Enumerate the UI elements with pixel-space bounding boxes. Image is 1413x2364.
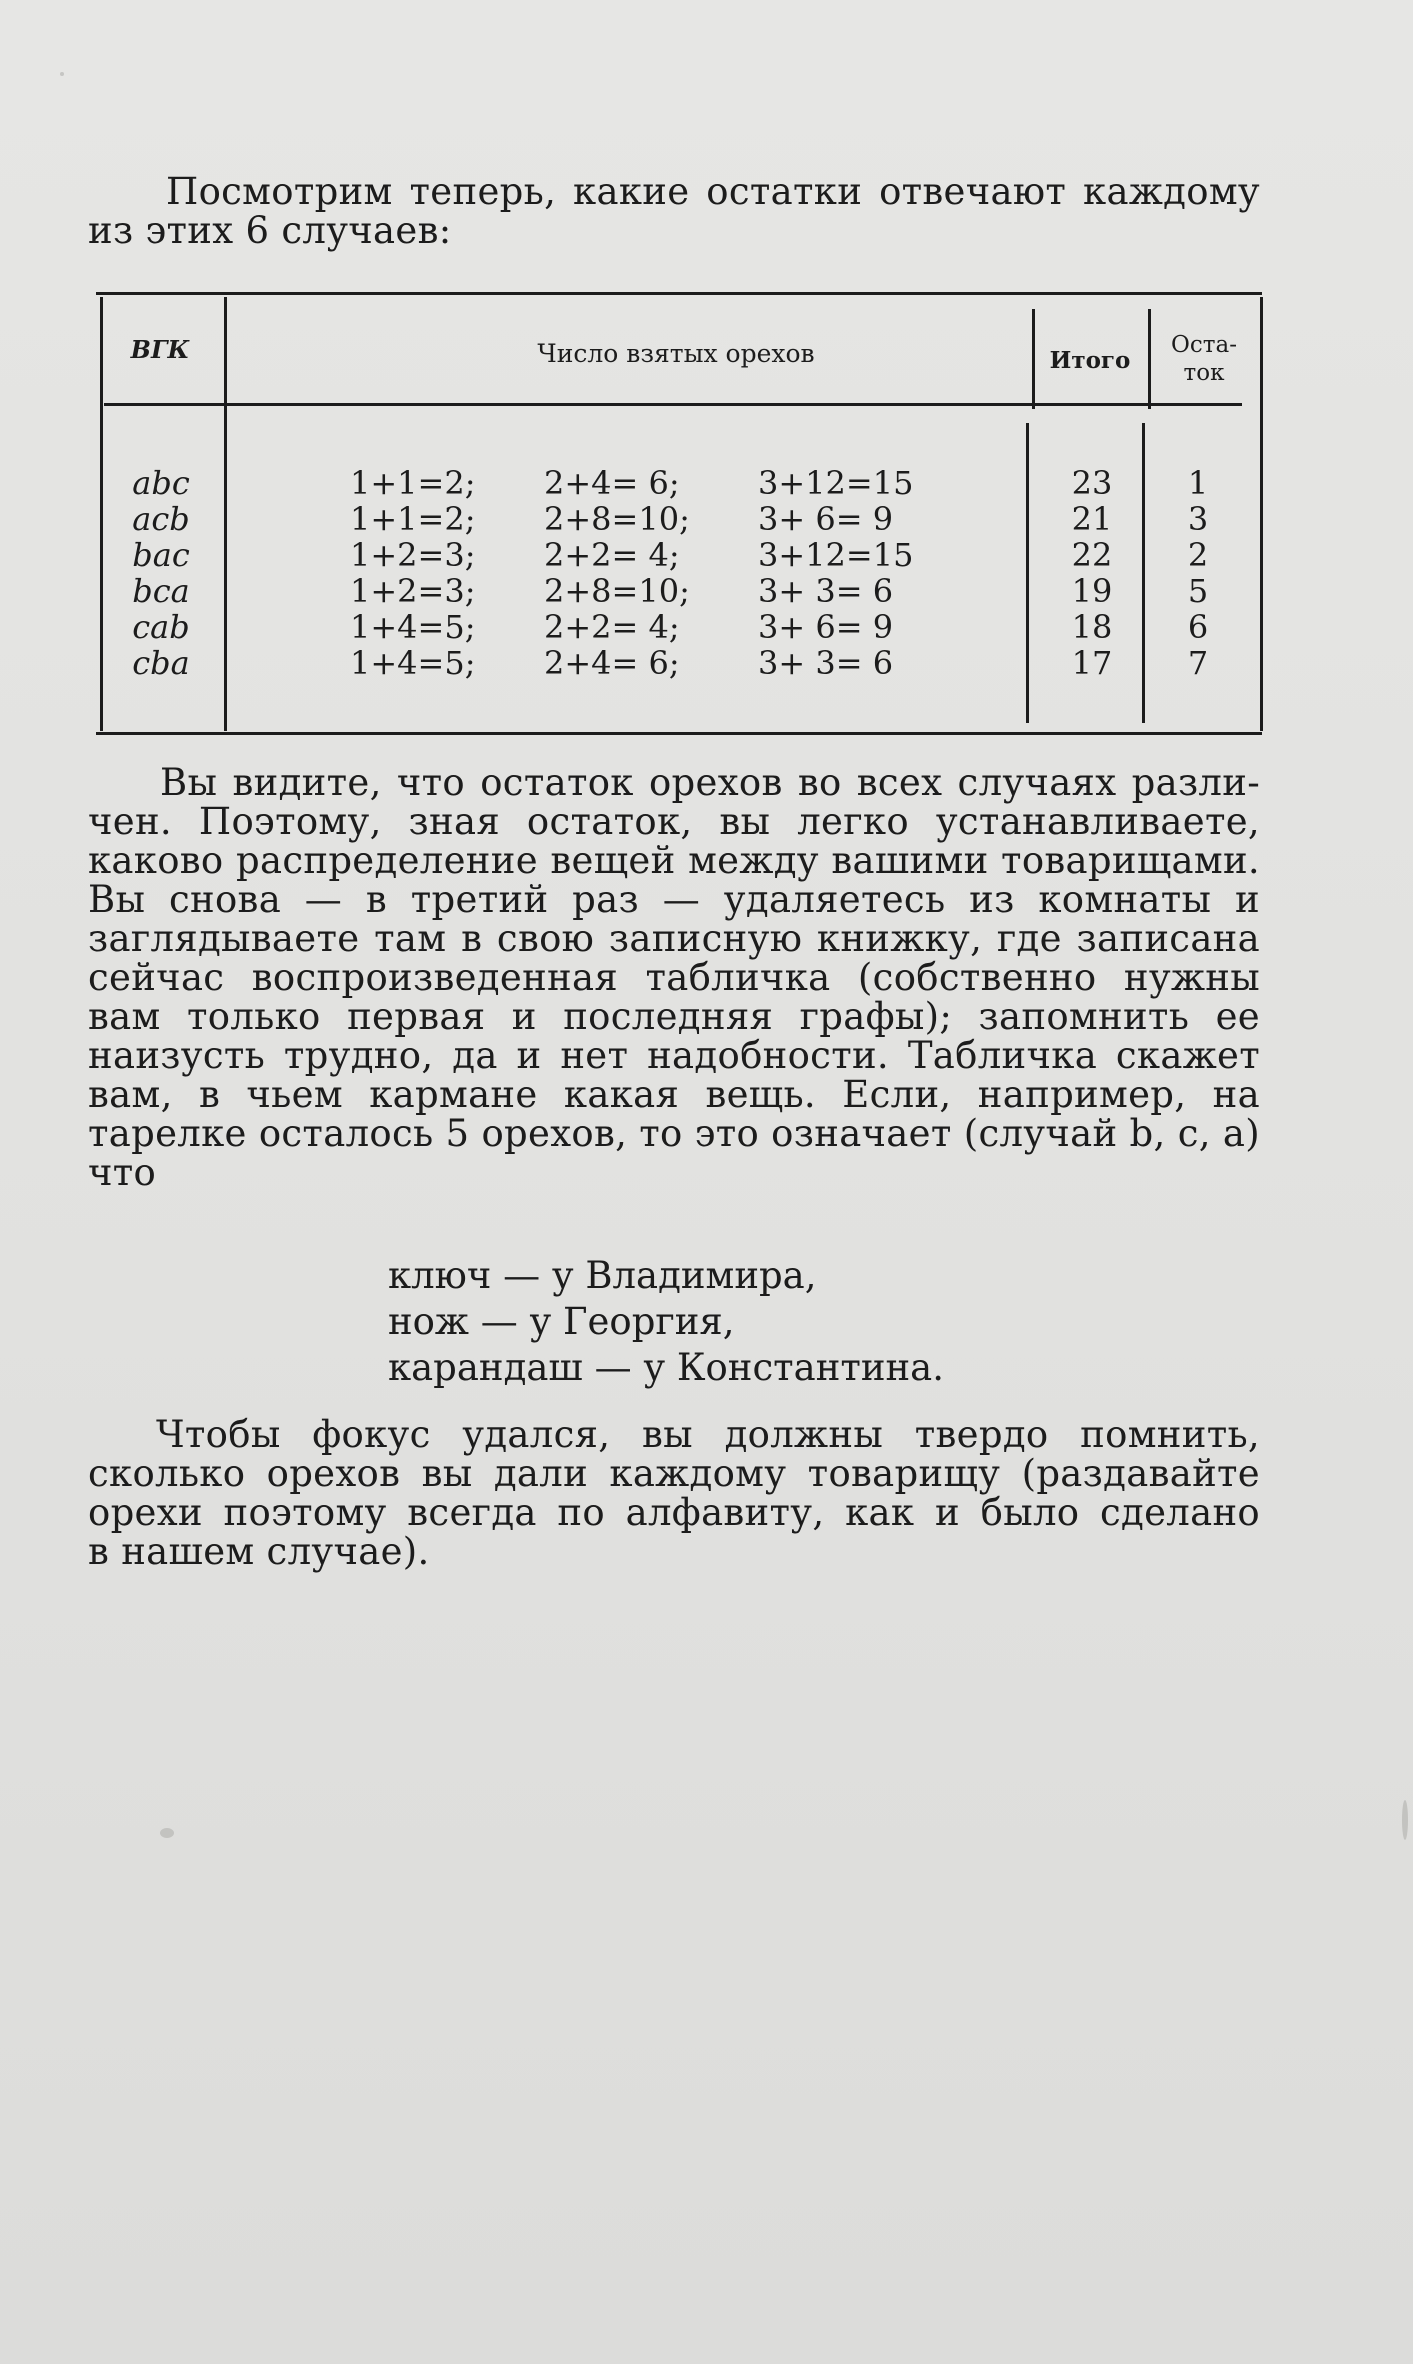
equation-cell: 2+8=10;: [544, 500, 690, 538]
header-remainder-line: ток: [1183, 360, 1225, 386]
equation-cell: 2+2= 4;: [544, 536, 680, 574]
equation-cell: 1+1=2;: [350, 464, 476, 502]
header-total: Итого: [1049, 347, 1131, 374]
remainder-column: [1168, 465, 1228, 681]
header-separator: [104, 403, 1242, 406]
body-line: что: [88, 1151, 157, 1194]
total-cell: 19: [1071, 572, 1113, 610]
body-paragraph: [88, 763, 1260, 1192]
remainder-cell: 3: [1187, 500, 1209, 538]
equation-cell: 1+2=3;: [350, 536, 476, 574]
body-line: заглядываете там в свою записную книжку, где записана: [88, 917, 1260, 960]
equation-cell: 2+8=10;: [544, 572, 690, 610]
assignment-line: ключ — у Владимира,: [388, 1254, 817, 1297]
header-combo: ВГК: [130, 335, 190, 364]
combo-cell: bca: [132, 572, 190, 610]
total-cell: 23: [1071, 464, 1113, 502]
body-line: Вы видите, что остаток орехов во всех случаях разли-: [160, 761, 1260, 804]
combo-column: [108, 465, 214, 681]
intro-line: Посмотрим теперь, какие остатки отвечают каждому: [166, 170, 1260, 213]
assignment-line: карандаш — у Константина.: [388, 1346, 944, 1389]
remainder-cell: 6: [1187, 608, 1209, 646]
equation-cell: 2+4= 6;: [544, 464, 680, 502]
equation-cell: 3+12=15: [758, 464, 914, 502]
total-column: [1062, 465, 1122, 681]
assignment-line: нож — у Георгия,: [388, 1300, 735, 1343]
paper-speck: [60, 72, 64, 76]
equation-cell: 3+ 6= 9: [758, 608, 894, 646]
first-person-column: [350, 465, 475, 681]
remainder-cell: 1: [1187, 464, 1209, 502]
remainder-cell: 2: [1187, 536, 1209, 574]
header-remainder: [1150, 331, 1258, 387]
body-line: вам, в чьем кармане какая вещь. Если, например, на: [88, 1073, 1260, 1116]
remainders-table: [96, 292, 1262, 735]
total-cell: 17: [1071, 644, 1113, 682]
table-left-border: [100, 297, 103, 731]
equation-cell: 3+12=15: [758, 536, 914, 574]
header-nuts-taken: Число взятых орехов: [537, 339, 815, 368]
equation-cell: 1+4=5;: [350, 608, 476, 646]
body-line: наизусть трудно, да и нет надобности. Табличка скажет: [88, 1034, 1260, 1077]
assignment-list: [388, 1253, 944, 1391]
intro-line: из этих 6 случаев:: [88, 209, 452, 252]
total-cell: 22: [1071, 536, 1113, 574]
combo-cell: abc: [132, 464, 190, 502]
equation-cell: 1+2=3;: [350, 572, 476, 610]
equation-cell: 3+ 3= 6: [758, 644, 894, 682]
second-person-column: [544, 465, 690, 681]
column-divider: [1026, 423, 1029, 723]
paper-speck: [1402, 1800, 1408, 1840]
equation-cell: 3+ 6= 9: [758, 500, 894, 538]
equation-cell: 3+ 3= 6: [758, 572, 894, 610]
combo-cell: acb: [132, 500, 190, 538]
total-cell: 21: [1071, 500, 1113, 538]
closing-line: сколько орехов вы дали каждому товарищу (раздавайте: [88, 1452, 1260, 1495]
body-line: сейчас воспроизведенная табличка (собственно нужны: [88, 956, 1260, 999]
column-divider: [224, 297, 227, 731]
equation-cell: 1+1=2;: [350, 500, 476, 538]
body-line: чен. Поэтому, зная остаток, вы легко устанавливаете,: [88, 800, 1260, 843]
equation-cell: 2+4= 6;: [544, 644, 680, 682]
body-line: вам только первая и последняя графы); запомнить ее: [88, 995, 1260, 1038]
paper-speck: [160, 1828, 174, 1838]
combo-cell: cab: [132, 608, 190, 646]
closing-line: в нашем случае).: [88, 1530, 430, 1573]
combo-cell: bac: [132, 536, 190, 574]
remainder-cell: 5: [1187, 572, 1209, 610]
body-line: Вы снова — в третий раз — удаляетесь из комнаты и: [88, 878, 1260, 921]
third-person-column: [758, 465, 913, 681]
combo-cell: cba: [132, 644, 190, 682]
body-line: тарелке осталось 5 орехов, то это означает (случай b, c, a): [88, 1112, 1260, 1155]
closing-line: Чтобы фокус удался, вы должны твердо помнить,: [156, 1413, 1260, 1456]
remainder-cell: 7: [1187, 644, 1209, 682]
equation-cell: 1+4=5;: [350, 644, 476, 682]
equation-cell: 2+2= 4;: [544, 608, 680, 646]
total-cell: 18: [1071, 608, 1113, 646]
closing-paragraph: [88, 1415, 1260, 1571]
intro-paragraph: [88, 172, 1260, 250]
body-line: каково распределение вещей между вашими товарищами.: [88, 839, 1260, 882]
closing-line: орехи поэтому всегда по алфавиту, как и было сделано: [88, 1491, 1260, 1534]
column-divider: [1142, 423, 1145, 723]
table-right-border: [1260, 297, 1263, 731]
header-remainder-line: Оста-: [1171, 332, 1237, 358]
